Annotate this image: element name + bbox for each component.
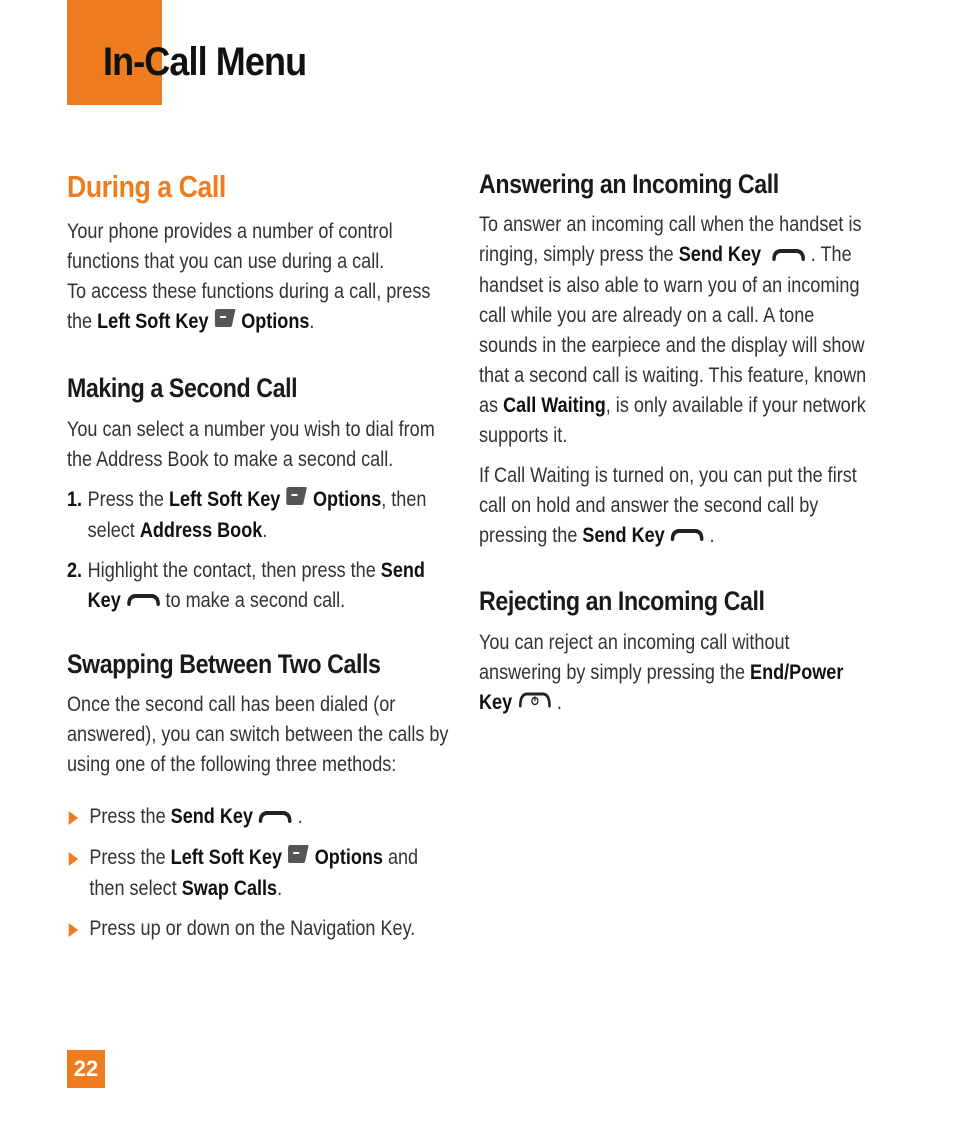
list-item: Press the Send Key .: [67, 802, 451, 832]
second-call-intro: You can select a number you wish to dial from the Address Book to make a second call.: [67, 417, 435, 471]
rejecting-paragraph: You can reject an incoming call without answering by simply pressing the End/Power Key .: [479, 628, 868, 718]
send-key-icon: [670, 521, 704, 551]
swapping-intro: Once the second call has been dialed (or answered), you can switch between the calls by using one of the following three methods:: [67, 693, 449, 777]
subsection-title-second-call: Making a Second Call: [67, 373, 298, 404]
bullet-arrow-icon: [69, 852, 78, 866]
subsection-title-answering: Answering an Incoming Call: [479, 169, 779, 199]
list-item: 2. Highlight the contact, then press the Send Key to make a second call.: [67, 556, 451, 616]
bullet-arrow-icon: [69, 811, 78, 825]
list-item: 1. Press the Left Soft Key Options, then select Address Book.: [67, 485, 451, 546]
end-power-key-icon: [517, 688, 551, 718]
send-key-icon: [771, 241, 805, 271]
subsection-title-rejecting: Rejecting an Incoming Call: [479, 586, 765, 617]
list-item: Press the Left Soft Key Options and then select Swap Calls.: [67, 843, 451, 904]
answering-paragraph-1: To answer an incoming call when the handset is ringing, simply press the Send Key . The handset is also able to warn you of an incoming call while you are already on a call. A tone sounds in the earpiece and the display will show that a second call is waiting. This feature, known as Call Waiting, is only available if your network supports it.: [479, 213, 867, 447]
subsection-title-swapping: Swapping Between Two Calls: [67, 649, 381, 680]
during-call-intro: Your phone provides a number of control functions that you can use during a call.: [67, 220, 393, 274]
list-item: Press up or down on the Navigation Key.: [67, 914, 451, 944]
left-soft-key-icon: [287, 843, 309, 874]
second-call-steps: [67, 485, 451, 616]
left-soft-key-icon: [285, 485, 307, 516]
right-column: [479, 160, 869, 718]
send-key-icon: [126, 586, 160, 616]
swapping-methods: [67, 802, 451, 943]
send-key-icon: [258, 803, 292, 833]
bullet-arrow-icon: [69, 923, 78, 937]
during-call-access: To access these functions during a call, press the Left Soft Key Options.: [67, 277, 451, 338]
left-column: [67, 160, 452, 954]
left-soft-key-icon: [214, 307, 236, 338]
page-title: In-Call Menu: [103, 40, 307, 84]
page-number: 22: [67, 1050, 105, 1088]
answering-paragraph-2: If Call Waiting is turned on, you can put the first call on hold and answer the second call by pressing the Send Key .: [479, 461, 868, 551]
section-title-during-call: During a Call: [67, 169, 226, 204]
